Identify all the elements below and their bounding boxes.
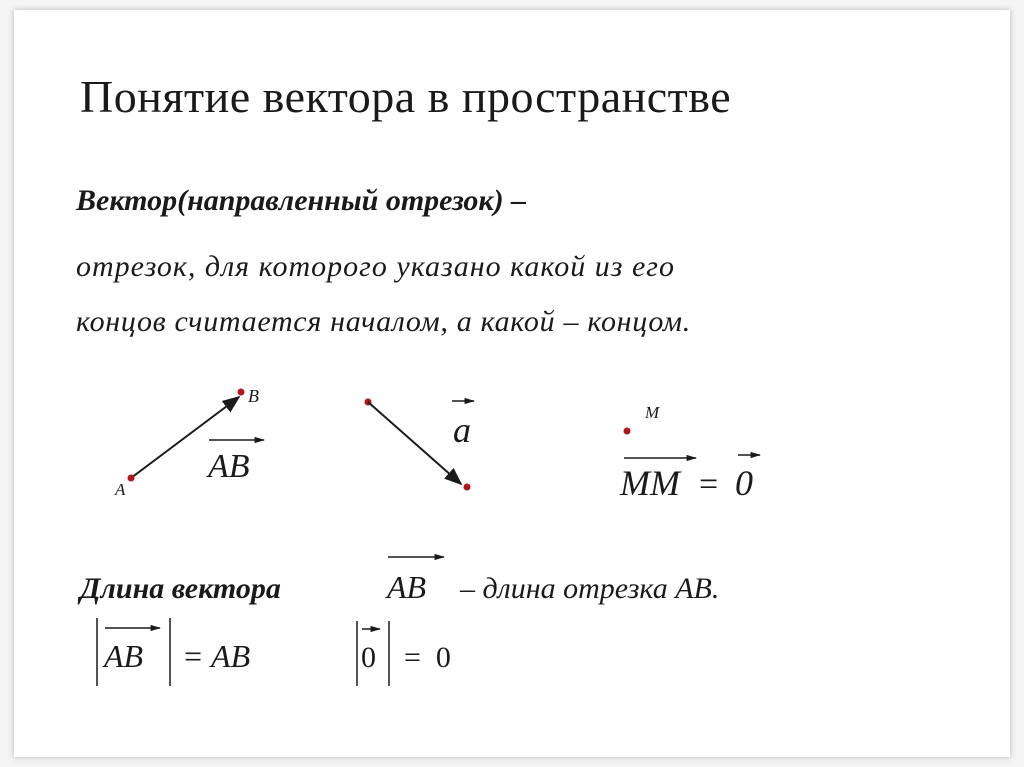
definition-term: Вектор(направленный отрезок) – — [76, 184, 527, 217]
point-m-label: M — [645, 403, 660, 422]
zero-vector-figure — [619, 403, 760, 503]
point-a — [128, 475, 135, 482]
formula-length-ab — [97, 618, 250, 686]
definition-line-2: концов считается началом, а какой – концом. — [76, 305, 691, 338]
point-m — [624, 428, 631, 435]
vector-mm-label: MM — [620, 463, 680, 503]
equals-sign: = — [699, 466, 719, 503]
formula-zero-rhs: = 0 — [404, 641, 451, 674]
point-b-label: B — [248, 386, 259, 406]
length-rest: – длина отрезка AB. — [460, 572, 720, 605]
formula-ab-vector: AB — [104, 638, 144, 674]
zero-vector-label: 0 — [735, 463, 753, 503]
point-a-label: A — [115, 480, 126, 499]
vector-a-label: a — [453, 410, 471, 450]
formula-length-zero — [357, 621, 451, 686]
vector-ab-label: AB — [208, 448, 250, 485]
vector-a-figure — [365, 399, 475, 491]
slide-title: Понятие вектора в пространстве — [80, 71, 732, 122]
vector-a-segment — [368, 402, 461, 484]
vector-a-end-point — [464, 484, 471, 491]
formula-zero-vector: 0 — [361, 641, 376, 674]
formula-ab-rhs: = AB — [182, 638, 251, 674]
length-term: Длина вектора — [80, 572, 281, 605]
vector-ab-figure — [114, 386, 264, 499]
length-vector-label: AB — [387, 569, 427, 605]
length-definition — [77, 557, 719, 605]
definition-line-1: отрезок, для которого указано какой из его — [76, 250, 675, 283]
point-b — [238, 389, 245, 396]
